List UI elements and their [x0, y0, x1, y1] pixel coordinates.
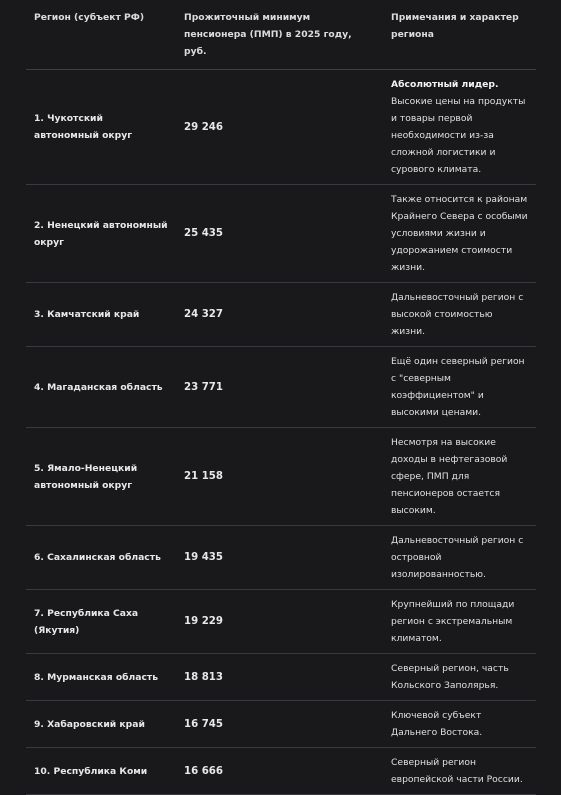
table-header-row — [26, 0, 536, 70]
cell-note — [383, 654, 536, 701]
table-row — [26, 654, 536, 701]
table-header — [26, 0, 536, 70]
cell-note — [383, 526, 536, 590]
header-note: Примечания и характер региона — [383, 0, 536, 70]
note-text: Также относится к районам Крайнего Севера с особыми условиями жизни и удорожанием стоимости жизни. — [391, 194, 528, 273]
cell-note — [383, 347, 536, 428]
cell-note — [383, 70, 536, 185]
table-row — [26, 428, 536, 526]
cell-region: 2. Ненецкий автономный округ — [26, 185, 176, 283]
cell-value: 23 771 — [176, 347, 383, 428]
table-row — [26, 748, 536, 795]
cell-region: 1. Чукотский автономный округ — [26, 70, 176, 185]
cell-region: 3. Камчатский край — [26, 283, 176, 347]
cell-region: 5. Ямало-Ненецкий автономный округ — [26, 428, 176, 526]
table-row — [26, 347, 536, 428]
note-text: Ещё один северный регион с "северным коэффициентом" и высокими ценами. — [391, 356, 525, 418]
cell-value: 25 435 — [176, 185, 383, 283]
table-body — [26, 70, 536, 795]
pension-minimum-table — [26, 0, 536, 795]
cell-region: 7. Республика Саха (Якутия) — [26, 590, 176, 654]
cell-value: 19 435 — [176, 526, 383, 590]
cell-region: 10. Республика Коми — [26, 748, 176, 795]
table-row — [26, 590, 536, 654]
cell-region: 9. Хабаровский край — [26, 701, 176, 748]
cell-note — [383, 590, 536, 654]
cell-value: 18 813 — [176, 654, 383, 701]
cell-value: 16 745 — [176, 701, 383, 748]
table-row — [26, 70, 536, 185]
note-text: Несмотря на высокие доходы в нефтегазовой сфере, ПМП для пенсионеров остается высоким. — [391, 437, 508, 516]
note-text: Крупнейший по площади регион с экстремальным климатом. — [391, 599, 515, 644]
cell-region: 4. Магаданская область — [26, 347, 176, 428]
cell-value: 24 327 — [176, 283, 383, 347]
note-text: Ключевой субъект Дальнего Востока. — [391, 710, 483, 738]
cell-note — [383, 185, 536, 283]
cell-value: 21 158 — [176, 428, 383, 526]
cell-value: 29 246 — [176, 70, 383, 185]
note-text: Северный регион, часть Кольского Заполярья. — [391, 663, 509, 691]
cell-note — [383, 748, 536, 795]
cell-note — [383, 428, 536, 526]
table-row — [26, 526, 536, 590]
cell-region: 6. Сахалинская область — [26, 526, 176, 590]
table-row — [26, 185, 536, 283]
note-text: Дальневосточный регион с высокой стоимостью жизни. — [391, 292, 524, 337]
note-text: Дальневосточный регион с островной изолированностью. — [391, 535, 524, 580]
table-row — [26, 283, 536, 347]
cell-value: 19 229 — [176, 590, 383, 654]
cell-value: 16 666 — [176, 748, 383, 795]
cell-region: 8. Мурманская область — [26, 654, 176, 701]
note-text: Северный регион европейской части России. — [391, 757, 523, 785]
note-text: Высокие цены на продукты и товары первой необходимости из-за сложной логистики и сурового климата. — [391, 96, 526, 175]
note-bold: Абсолютный лидер. — [391, 79, 499, 90]
cell-note — [383, 283, 536, 347]
table-row — [26, 701, 536, 748]
cell-note — [383, 701, 536, 748]
header-region: Регион (субъект РФ) — [26, 0, 176, 70]
header-value: Прожиточный минимум пенсионера (ПМП) в 2025 году, руб. — [176, 0, 383, 70]
